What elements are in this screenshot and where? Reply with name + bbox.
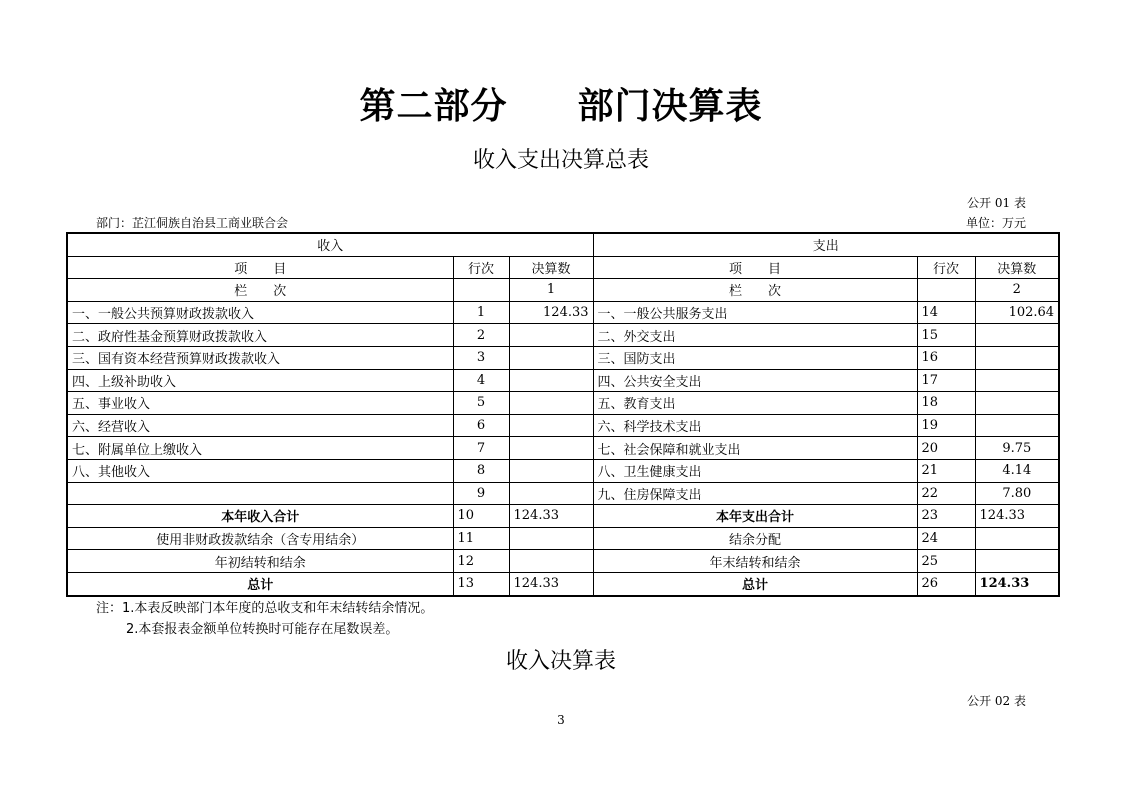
expense-amount (975, 414, 1059, 437)
income-item: 八、其他收入 (67, 459, 453, 482)
income-item: 五、事业收入 (67, 392, 453, 415)
part-title (0, 78, 1122, 129)
table-title: 收入支出决算总表 (472, 148, 649, 173)
income-column-label: 栏 次 (67, 279, 453, 302)
income-item: 二、政府性基金预算财政拨款收入 (67, 324, 453, 347)
table-row (67, 301, 1059, 324)
page-number: 3 (557, 713, 565, 727)
expense-summary-item: 本年支出合计 (593, 505, 917, 528)
expense-amount (975, 392, 1059, 415)
income-row-no: 7 (453, 437, 509, 460)
expense-header: 支出 (593, 233, 1059, 256)
table-row (67, 459, 1059, 482)
expense-row-no: 14 (917, 301, 975, 324)
expense-column-label: 栏 次 (593, 279, 917, 302)
table-header-row (67, 233, 1059, 256)
expense-row-no: 26 (917, 572, 975, 595)
table-row (67, 414, 1059, 437)
expense-row-no-header: 行次 (917, 256, 975, 279)
expense-row-no: 16 (917, 346, 975, 369)
expense-summary-item: 年末结转和结余 (593, 550, 917, 573)
income-amount: 124.33 (509, 301, 593, 324)
income-row-no: 13 (453, 572, 509, 595)
expense-amount-header: 决算数 (975, 256, 1059, 279)
department-label: 部门：芷江侗族自治县工商业联合会 (96, 216, 289, 230)
expense-row-no: 15 (917, 324, 975, 347)
income-item: 七、附属单位上缴收入 (67, 437, 453, 460)
income-row-no-header: 行次 (453, 256, 509, 279)
income-amount (509, 414, 593, 437)
income-amount (509, 346, 593, 369)
next-table-code: 公开 02 表 (967, 694, 1026, 708)
expense-row-no: 20 (917, 437, 975, 460)
expense-amount: 124.33 (975, 572, 1059, 595)
notes (96, 598, 433, 640)
empty-cell (453, 279, 509, 302)
expense-amount: 9.75 (975, 437, 1059, 460)
income-row-no: 2 (453, 324, 509, 347)
expense-item: 二、外交支出 (593, 324, 917, 347)
income-item: 三、国有资本经营预算财政拨款收入 (67, 346, 453, 369)
expense-row-no: 19 (917, 414, 975, 437)
expense-amount (975, 527, 1059, 550)
expense-item: 七、社会保障和就业支出 (593, 437, 917, 460)
income-amount (509, 392, 593, 415)
expense-row-no: 23 (917, 505, 975, 528)
table-row (67, 346, 1059, 369)
expense-amount (975, 324, 1059, 347)
income-amount (509, 527, 593, 550)
expense-item: 三、国防支出 (593, 346, 917, 369)
income-row-no: 4 (453, 369, 509, 392)
next-table-title: 收入决算表 (505, 649, 616, 674)
table-row (67, 437, 1059, 460)
expense-amount: 4.14 (975, 459, 1059, 482)
note-1: 注：1.本表反映部门本年度的总收支和年末结转结余情况。 (96, 601, 434, 616)
expense-row-no: 17 (917, 369, 975, 392)
income-item: 一、一般公共预算财政拨款收入 (67, 301, 453, 324)
expense-row-no: 25 (917, 550, 975, 573)
income-summary-item: 年初结转和结余 (67, 550, 453, 573)
income-item: 六、经营收入 (67, 414, 453, 437)
expense-column-index: 2 (975, 279, 1059, 302)
summary-row-carryover (67, 550, 1059, 573)
income-amount (509, 437, 593, 460)
expense-row-no: 18 (917, 392, 975, 415)
income-amount: 124.33 (509, 505, 593, 528)
table-row (67, 324, 1059, 347)
column-header-row (67, 256, 1059, 279)
expense-amount (975, 369, 1059, 392)
expense-item: 四、公共安全支出 (593, 369, 917, 392)
unit-label: 单位：万元 (965, 216, 1026, 230)
expense-summary-item: 结余分配 (593, 527, 917, 550)
income-summary-item: 使用非财政拨款结余（含专用结余） (67, 527, 453, 550)
income-item-header: 项 目 (67, 256, 453, 279)
empty-cell (917, 279, 975, 302)
expense-amount: 102.64 (975, 301, 1059, 324)
expense-item: 五、教育支出 (593, 392, 917, 415)
table-row (67, 482, 1059, 505)
income-summary-item: 本年收入合计 (67, 505, 453, 528)
expense-item-header: 项 目 (593, 256, 917, 279)
income-amount: 124.33 (509, 572, 593, 595)
income-amount-header: 决算数 (509, 256, 593, 279)
income-row-no: 12 (453, 550, 509, 573)
income-summary-item: 总计 (67, 572, 453, 595)
expense-amount: 124.33 (975, 505, 1059, 528)
part-title-left: 第二部分 (359, 85, 508, 127)
expense-amount (975, 550, 1059, 573)
table-row (67, 392, 1059, 415)
table-code: 公开 01 表 (967, 196, 1026, 210)
income-row-no: 11 (453, 527, 509, 550)
part-title-right: 部门决算表 (577, 85, 763, 127)
expense-row-no: 22 (917, 482, 975, 505)
column-index-row (67, 279, 1059, 302)
income-amount (509, 324, 593, 347)
table-row (67, 369, 1059, 392)
income-row-no: 5 (453, 392, 509, 415)
expense-summary-item: 总计 (593, 572, 917, 595)
income-row-no: 10 (453, 505, 509, 528)
income-amount (509, 369, 593, 392)
income-amount (509, 459, 593, 482)
note-2: 2.本套报表金额单位转换时可能存在尾数误差。 (126, 622, 399, 637)
expense-amount: 7.80 (975, 482, 1059, 505)
income-header: 收入 (67, 233, 593, 256)
expense-row-no: 21 (917, 459, 975, 482)
income-item: 四、上级补助收入 (67, 369, 453, 392)
income-row-no: 1 (453, 301, 509, 324)
expense-row-no: 24 (917, 527, 975, 550)
income-expense-table (66, 232, 1060, 597)
expense-item: 九、住房保障支出 (593, 482, 917, 505)
income-column-index: 1 (509, 279, 593, 302)
income-row-no: 6 (453, 414, 509, 437)
expense-item: 六、科学技术支出 (593, 414, 917, 437)
summary-row-non-fiscal-balance (67, 527, 1059, 550)
income-amount (509, 550, 593, 573)
income-row-no: 9 (453, 482, 509, 505)
income-item (67, 482, 453, 505)
summary-row-total-year (67, 505, 1059, 528)
income-row-no: 3 (453, 346, 509, 369)
expense-item: 一、一般公共服务支出 (593, 301, 917, 324)
expense-item: 八、卫生健康支出 (593, 459, 917, 482)
expense-amount (975, 346, 1059, 369)
income-row-no: 8 (453, 459, 509, 482)
summary-row-grand-total (67, 572, 1059, 595)
income-amount (509, 482, 593, 505)
